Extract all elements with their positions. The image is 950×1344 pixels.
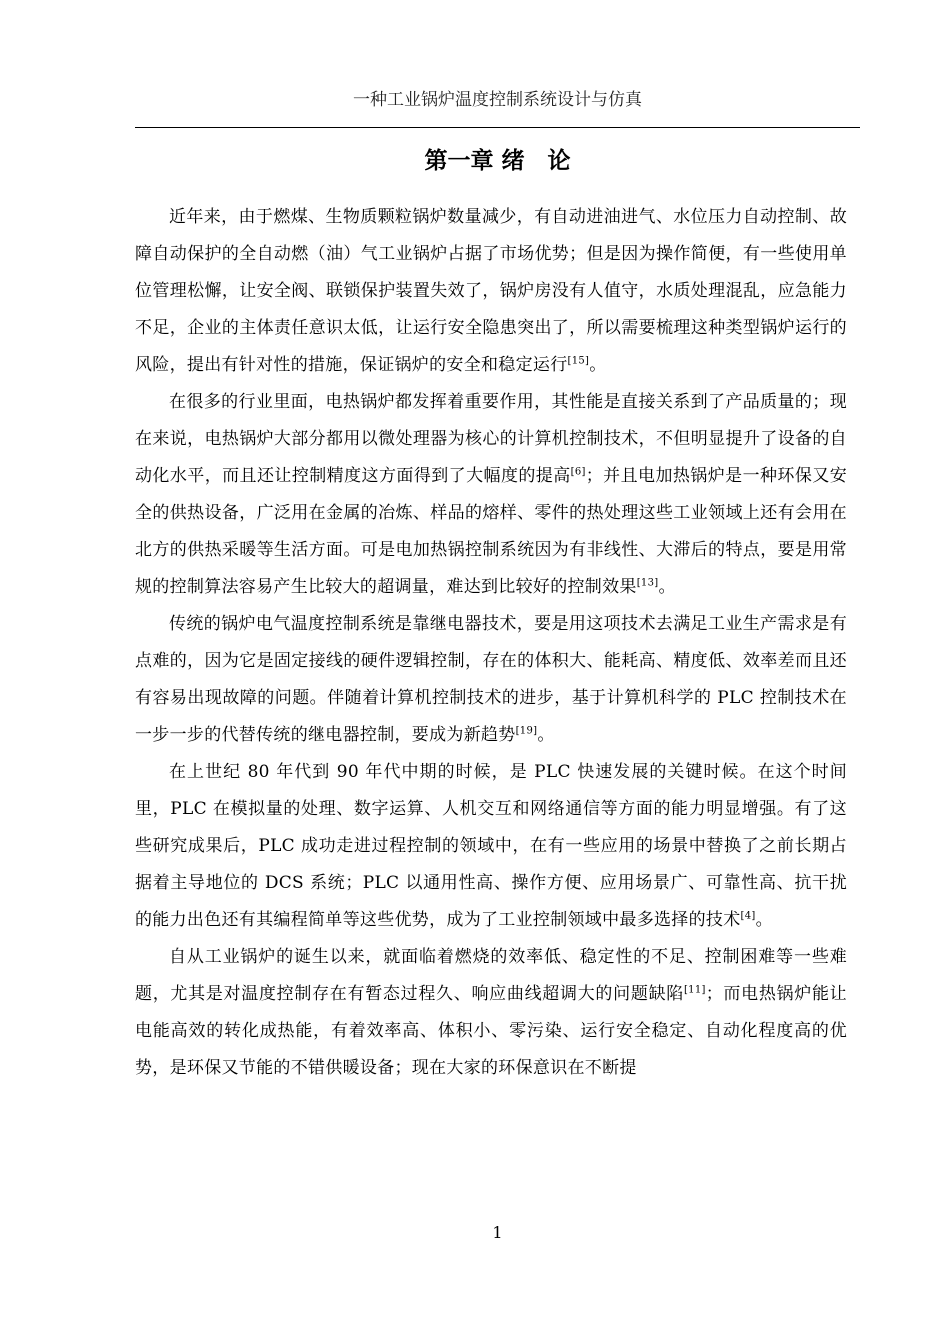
paragraph: 自从工业锅炉的诞生以来，就面临着燃烧的效率低、稳定性的不足、控制困难等一些难题，尤其是对温度控制存在有暂态过程久、响应曲线超调大的问题缺陷[11]；而电热锅炉能让电能高效的转化成热能，有着效率高、体积小、零污染、运行安全稳定、自动化程度高的优势，是环保又节能的不错供暖设备；现在大家的环保意识在不断提 xyxy=(135,947,847,1078)
paragraph: 在很多的行业里面，电热锅炉都发挥着重要作用，其性能是直接关系到了产品质量的；现在来说，电热锅炉大部分都用以微处理器为核心的计算机控制技术，不但明显提升了设备的自动化水平，而且还让控制精度这方面得到了大幅度的提高[6]；并且电加热锅炉是一种环保又安全的供热设备，广泛用在金属的冶炼、样品的熔样、零件的热处理这些工业领域上还有会用在北方的供热采暖等生活方面。可是电加热锅控制系统因为有非线性、大滞后的特点，要是用常规的控制算法容易产生比较大的超调量，难达到比较好的控制效果[13]。 xyxy=(135,392,848,597)
paragraph: 在上世纪 80 年代到 90 年代中期的时候，是 PLC 快速发展的关键时候。在这个时间里，PLC 在模拟量的处理、数字运算、人机交互和网络通信等方面的能力明显增强。有了这些研究成果后，PLC 成功走进过程控制的领域中，在有一些应用的场景中替换了之前长期占据着主导地位的 DCS 系统；PLC 以通用性高、操作方便、应用场景广、可靠性高、抗干扰的能力出色还有其编程简单等这些优势，成为了工业控制领域中最多选择的技术[4]。 xyxy=(135,762,847,930)
paragraph: 近年来，由于燃煤、生物质颗粒锅炉数量减少，有自动进油进气、水位压力自动控制、故障自动保护的全自动燃（油）气工业锅炉占据了市场优势；但是因为操作简便，有一些使用单位管理松懈，让安全阀、联锁保护装置失效了，锅炉房没有人值守，水质处理混乱，应急能力不足，企业的主体责任意识太低，让运行安全隐患突出了，所以需要梳理这种类型锅炉运行的风险，提出有针对性的措施，保证锅炉的安全和稳定运行[15]。 xyxy=(135,207,847,375)
citation: [15] xyxy=(567,355,590,367)
header-rule xyxy=(135,127,860,128)
citation: [11] xyxy=(683,984,706,996)
chapter-number: 第一章 xyxy=(424,148,494,174)
citation: [6] xyxy=(570,466,586,478)
page-number: 1 xyxy=(492,1223,503,1242)
body-text xyxy=(135,199,847,1087)
citation: [4] xyxy=(740,910,756,922)
citation: [19] xyxy=(515,725,538,737)
citation: [13] xyxy=(636,577,659,589)
paragraph: 传统的锅炉电气温度控制系统是靠继电器技术，要是用这项技术去满足工业生产需求是有点难的，因为它是固定接线的硬件逻辑控制，存在的体积大、能耗高、精度低、效率差而且还有容易出现故障的问题。伴随着计算机控制技术的进步，基于计算机科学的 PLC 控制技术在一步一步的代替传统的继电器控制，要成为新趋势[19]。 xyxy=(135,614,847,745)
chapter-title xyxy=(135,143,860,179)
running-header: 一种工业锅炉温度控制系统设计与仿真 xyxy=(353,90,642,110)
chapter-name: 绪 论 xyxy=(501,148,571,174)
